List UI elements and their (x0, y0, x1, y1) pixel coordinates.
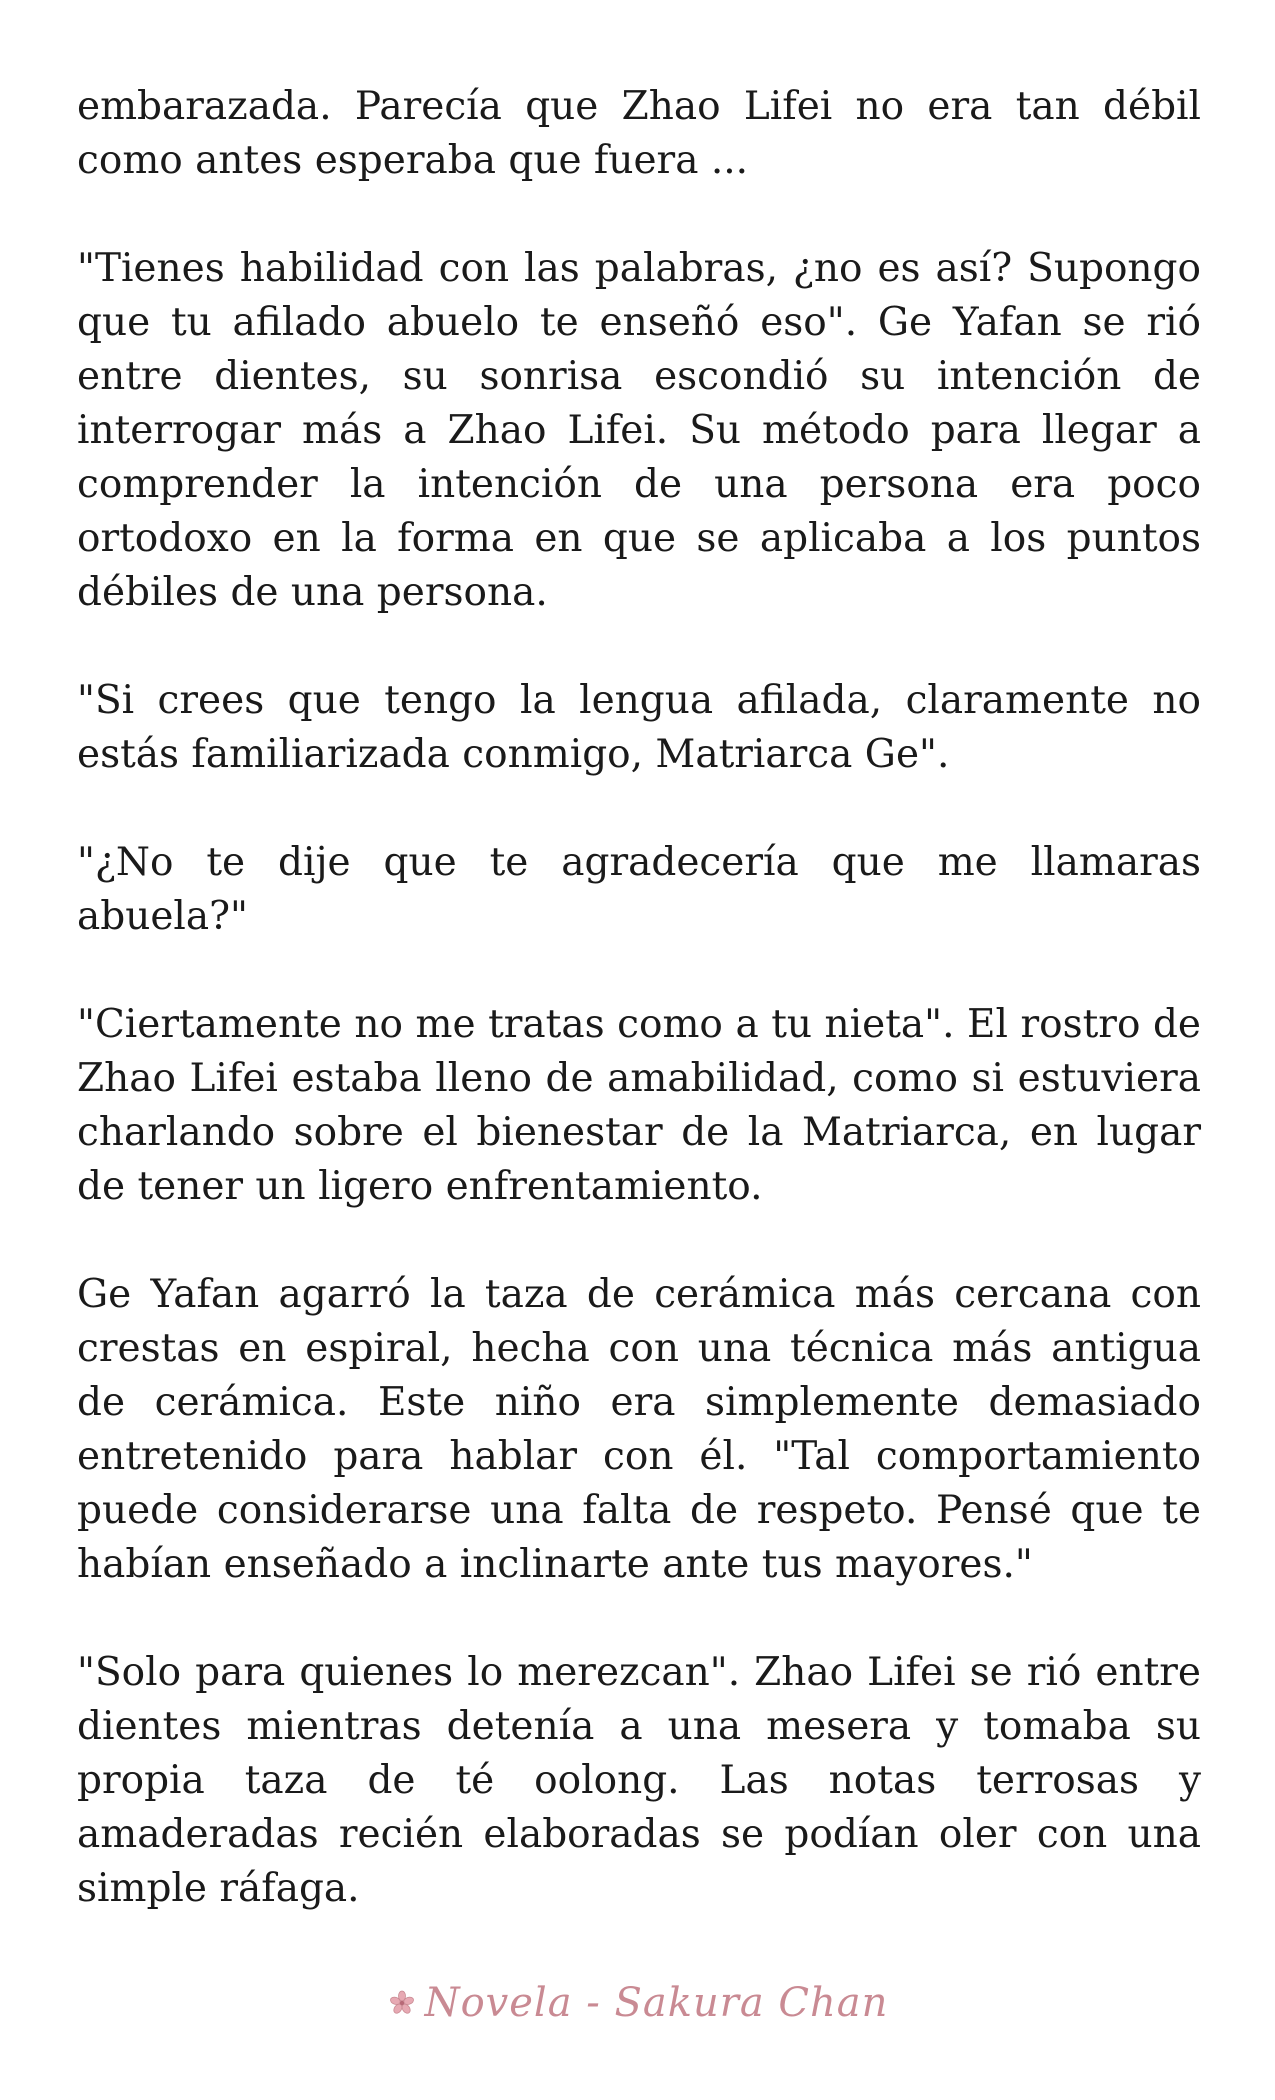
paragraph: "Tienes habilidad con las palabras, ¿no es así? Supongo que tu afilado abuelo te enseñó eso". Ge Yafan se rió entre dientes, su sonrisa escondió su intención de interrogar más a Zhao Lifei. Su método para llegar a comprender la intención de una persona era poco ortodoxo en la forma en que se aplicaba a los puntos débiles de una persona. (77, 246, 1201, 615)
paragraph: "Si crees que tengo la lengua afilada, claramente no estás familiarizada conmigo, Matriarca Ge". (77, 678, 1201, 777)
sakura-flower-icon (387, 1988, 417, 2018)
paragraph: "Solo para quienes lo merezcan". Zhao Lifei se rió entre dientes mientras detenía a una mesera y tomaba su propia taza de té oolong. Las notas terrosas y amaderadas recién elaboradas se podían oler con una simple ráfaga. (77, 1650, 1201, 1911)
paragraph: Ge Yafan agarró la taza de cerámica más cercana con crestas en espiral, hecha con una técnica más antigua de cerámica. Este niño era simplemente demasiado entretenido para hablar con él. "Tal comportamiento puede considerarse una falta de respeto. Pensé que te habían enseñado a inclinarte ante tus mayores." (77, 1272, 1201, 1587)
paragraph: "Ciertamente no me tratas como a tu nieta". El rostro de Zhao Lifei estaba lleno de amabilidad, como si estuviera charlando sobre el bienestar de la Matriarca, en lugar de tener un ligero enfrentamiento. (77, 1002, 1201, 1209)
document-body (77, 80, 1201, 1970)
paragraph: "¿No te dije que te agradecería que me llamaras abuela?" (77, 840, 1201, 939)
paragraph: embarazada. Parecía que Zhao Lifei no era tan débil como antes esperaba que fuera ... (77, 84, 1201, 183)
watermark-footer (0, 1980, 1275, 2026)
watermark-text: Novela - Sakura Chan (424, 1980, 889, 2026)
